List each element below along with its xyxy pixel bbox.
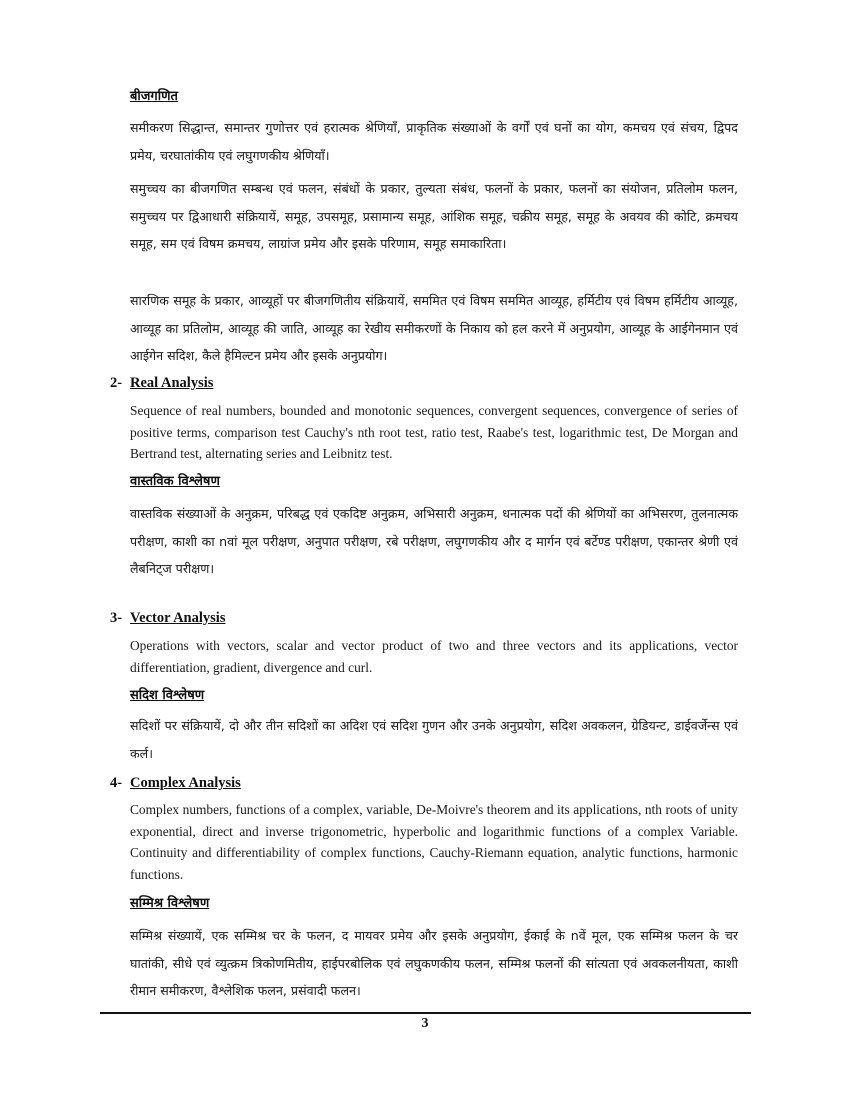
- section-heading-real-analysis: [110, 375, 213, 392]
- section-title: Real Analysis: [130, 375, 214, 391]
- page-number: 3: [421, 1016, 429, 1031]
- section-number: 3-: [110, 610, 123, 626]
- section-number: 2-: [110, 375, 123, 391]
- section-title: Complex Analysis: [130, 775, 241, 791]
- section-heading-complex-analysis: [110, 775, 241, 792]
- complex-analysis-english: Complex numbers, functions of a complex, variable, De-Moivre's theorem and its applications, nth roots of unity exponential, direct and inverse trigonometric, hyperbolic and logarithmic functions of a complex Variable. Continuity and differentiability of complex functions, Cauchy-Riemann equation, analytic functions, harmonic functions.: [130, 802, 738, 882]
- section-title: Vector Analysis: [130, 610, 226, 626]
- algebra-hindi-heading: बीजगणित: [130, 89, 178, 104]
- section-number: 4-: [110, 775, 123, 791]
- real-analysis-english: Sequence of real numbers, bounded and monotonic sequences, convergent sequences, convergence of series of positive terms, comparison test Cauchy's nth root test, ratio test, Raabe's test, logarithmic test, De Morgan and Bertrand test, alternating series and Leibnitz test.: [130, 403, 738, 461]
- vector-analysis-hindi: सदिशों पर संक्रियायें, दो और तीन सदिशों का अदिश एवं सदिश गुणन और उनके अनुप्रयोग, सदिश अवकलन, ग्रेडियन्ट, डाईवर्जेन्स एवं कर्ल।: [130, 718, 738, 761]
- section-heading-vector-analysis: [110, 610, 225, 627]
- real-analysis-hindi: वास्तविक संख्याओं के अनुक्रम, परिबद्ध एवं एकदिष्ट अनुक्रम, अभिसारी अनुक्रम, धनात्मक पदों की श्रेणियों का अभिसरण, तुलनात्मक परीक्षण, काशी का nवां मूल परीक्षण, अनुपात परीक्षण, रबे परीक्षण, लघुगणकीय और द मार्गन एवं बर्टेण्ड परीक्षण, एकान्तर श्रेणी एवं लैबनिट्ज परीक्षण।: [130, 506, 738, 576]
- algebra-paragraph-2: समुच्चय का बीजगणित सम्बन्ध एवं फलन, संबंधों के प्रकार, तुल्यता संबंध, फलनों के प्रकार, फलनों का संयोजन, प्रतिलोम फलन, समुच्चय पर द्विआधारी संक्रियायें, समूह, उपसमूह, प्रसामान्य समूह, आंशिक समूह, चक्रीय समूह, समूह के अवयव की कोटि, क्रमचय समूह, सम एवं विषम क्रमचय, लाग्रांज प्रमेय और इसके परिणाम, समूह समाकारिता।: [130, 181, 738, 251]
- complex-analysis-hindi: सम्मिश्र संख्यायें, एक सम्मिश्र चर के फलन, द मायवर प्रमेय और इसके अनुप्रयोग, ईकाई के nवें मूल, एक सम्मिश्र फलन के चर घातांकी, सीधे एवं व्युत्क्रम त्रिकोणमितीय, हाईपरबोलिक एवं लघुकणकीय फलन, सम्मिश्र फलनों की सांत्यता एवं अवकलनीयता, काशी रीमान समीकरण, वैश्लेशिक फलन, प्रसंवादी फलन।: [130, 928, 738, 998]
- footer-rule: [100, 1012, 751, 1014]
- algebra-paragraph-3: सारणिक समूह के प्रकार, आव्यूहों पर बीजगणितीय संक्रियायें, सममित एवं विषम सममित आव्यूह, हर्मिटीय एवं विषम हर्मिटीय आव्यूह, आव्यूह का प्रतिलोम, आव्यूह की जाति, आव्यूह का रेखीय समीकरणों के निकाय को हल करने में अनुप्रयोग, आव्यूह के आईगेनमान एवं आईगेन सदिश, कैले हैमिल्टन प्रमेय और इसके अनुप्रयोग।: [130, 293, 738, 363]
- real-analysis-hindi-heading: वास्तविक विश्लेषण: [130, 474, 220, 489]
- vector-analysis-hindi-heading: सदिश विश्लेषण: [130, 688, 205, 703]
- vector-analysis-english: Operations with vectors, scalar and vector product of two and three vectors and its applications, vector differentiation, gradient, divergence and curl.: [130, 638, 738, 675]
- algebra-paragraph-1: समीकरण सिद्धान्त, समान्तर गुणोत्तर एवं हरात्मक श्रेणियाँ, प्राकृतिक संख्याओं के वर्गों एवं घनों का योग, कमचय एवं संचय, द्विपद प्रमेय, चरघातांकीय एवं लघुगणकीय श्रेणियाँ।: [130, 120, 738, 163]
- complex-analysis-hindi-heading: सम्मिश्र विश्लेषण: [130, 896, 210, 911]
